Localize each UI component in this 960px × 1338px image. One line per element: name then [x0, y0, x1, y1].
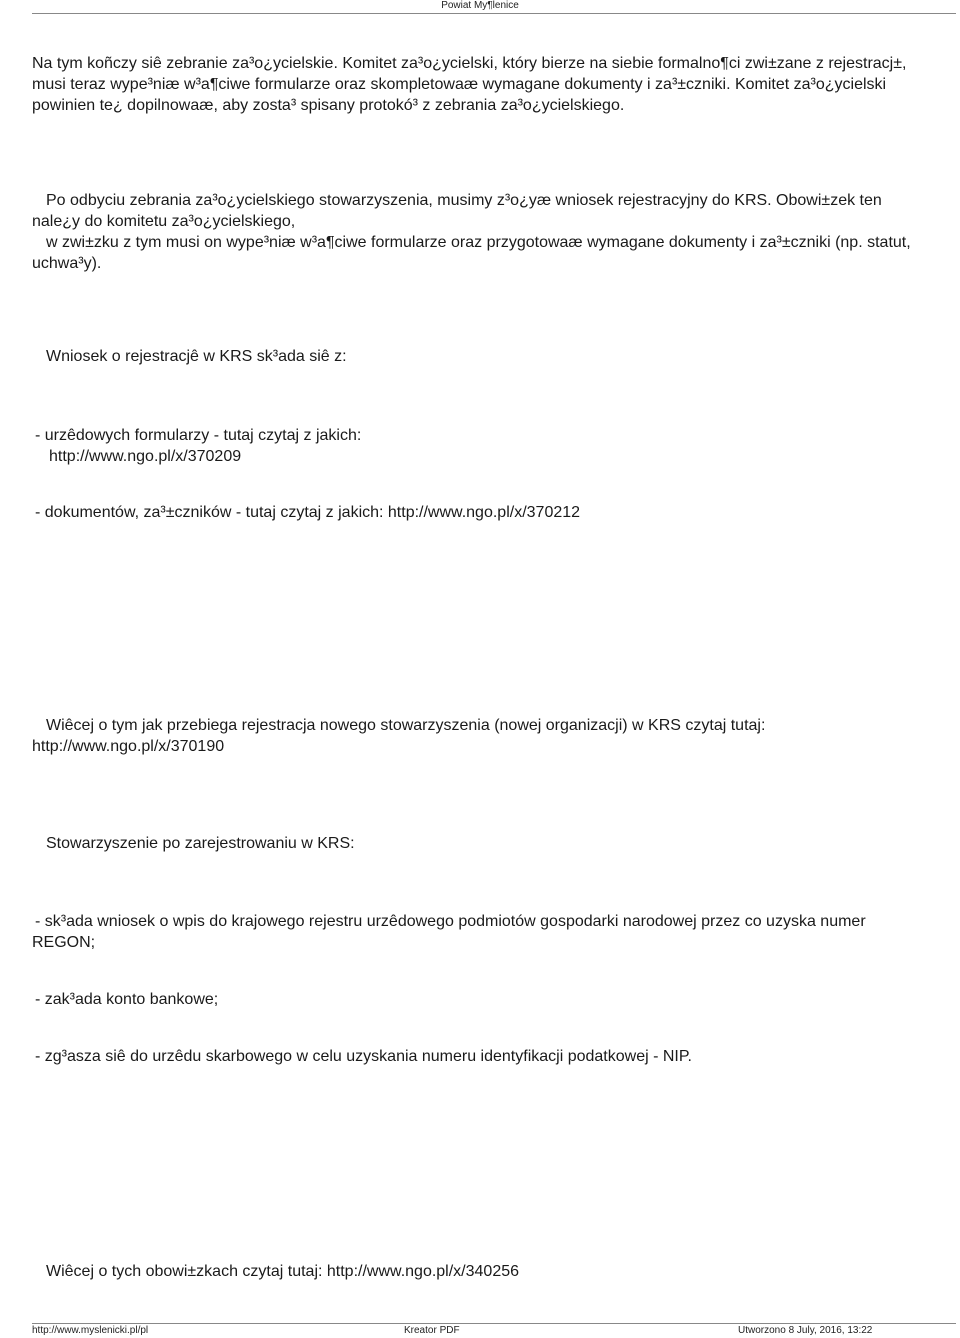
paragraph-closing-meeting: Na tym koñczy siê zebranie za³o¿ycielskie. Komitet za³o¿ycielski, który bierze na siebie formalno¶ci zwi±zane z rejestracj±, musi teraz wype³niæ w³a¶ciwe formularze oraz skompletowaæ wymagane dokumenty i za³±czniki. Komitet za³o¿ycielski powinien te¿ dopilnowaæ, aby zosta³ spisany protokó³ z zebrania za³o¿ycielskiego.: [32, 55, 907, 114]
page-header-title: Powiat My¶lenice: [441, 0, 519, 11]
paragraph-line: REGON;: [32, 934, 96, 951]
paragraph-registration-info: [32, 715, 932, 757]
paragraph-more-obligations: Wiêcej o tych obowi±zkach czytaj tutaj: http://www.ngo.pl/x/340256: [46, 1263, 520, 1280]
list-item-nip: - zg³asza siê do urzêdu skarbowego w celu uzyskania numeru identyfikacji podatkowej - NIP.: [35, 1048, 692, 1065]
list-item-documents: - dokumentów, za³±czników - tutaj czytaj z jakich: http://www.ngo.pl/x/370212: [35, 504, 581, 521]
footer-url[interactable]: http://www.myslenicki.pl/pl: [32, 1325, 149, 1336]
paragraph-line: w zwi±zku z tym musi on wype³niæ w³a¶ciwe formularze oraz przygotowaæ wymagane dokumenty i za³±czniki (np. statut,: [46, 234, 911, 251]
paragraph-line: nale¿y do komitetu za³o¿ycielskiego,: [32, 213, 296, 230]
footer-divider: [32, 1323, 956, 1324]
list-item-bank-account: - zak³ada konto bankowe;: [35, 991, 219, 1008]
link-forms[interactable]: http://www.ngo.pl/x/370209: [49, 448, 242, 465]
paragraph-krs-application: [32, 190, 952, 274]
paragraph-after-registration: Stowarzyszenie po zarejestrowaniu w KRS:: [46, 835, 355, 852]
paragraph-line: - sk³ada wniosek o wpis do krajowego rejestru urzêdowego podmiotów gospodarki narodowej przez co uzyska numer: [35, 913, 866, 930]
footer-creator: Kreator PDF: [404, 1325, 460, 1336]
paragraph-line: Po odbyciu zebrania za³o¿ycielskiego stowarzyszenia, musimy z³o¿yæ wniosek rejestracyjny do KRS. Obowi±zek ten: [46, 192, 882, 209]
footer-created-date: Utworzono 8 July, 2016, 13:22: [738, 1325, 873, 1336]
paragraph-line: Wiêcej o tym jak przebiega rejestracja nowego stowarzyszenia (nowej organizacji) w KRS czytaj tutaj:: [46, 717, 766, 734]
paragraph-application-contents: Wniosek o rejestracjê w KRS sk³ada siê z:: [46, 348, 347, 365]
link-registration[interactable]: http://www.ngo.pl/x/370190: [32, 738, 225, 755]
header-divider: [32, 13, 956, 14]
paragraph-line: uchwa³y).: [32, 255, 102, 272]
list-item-regon: [32, 911, 932, 953]
list-item-text: - urzêdowych formularzy - tutaj czytaj z jakich:: [35, 427, 362, 444]
list-item-official-forms: [35, 425, 735, 467]
